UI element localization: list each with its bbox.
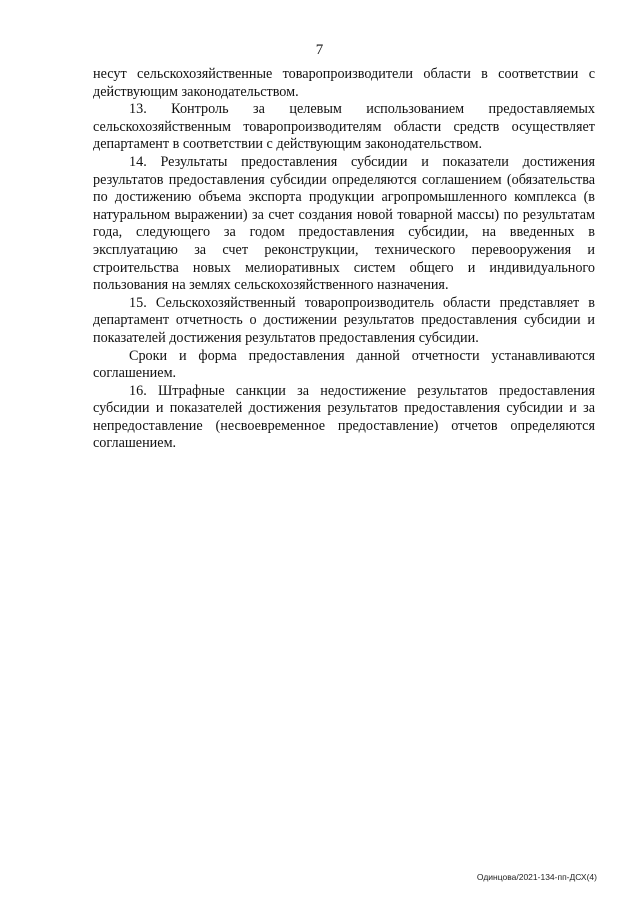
- document-body: [93, 66, 595, 453]
- paragraph-13: 13. Контроль за целевым использованием предоставляемых сельскохозяйственным товаропроизводителям области средств осуществляет департамент в соответствии с действующим законодательством.: [93, 101, 595, 153]
- paragraph-16: 16. Штрафные санкции за недостижение результатов предоставления субсидии и показателей достижения результатов предоставления субсидии и за непредоставление (несвоевременное предоставление) отчетов определяются соглашением.: [93, 382, 595, 452]
- paragraph-14: 14. Результаты предоставления субсидии и показатели достижения результатов предоставления субсидии определяются соглашением (обязательства по достижению объема экспорта продукции агропромышленного комплекса (в натуральном выражении) за счет создания новой товарной массы) по результатам года, следующего за годом предоставления субсидии, на введенных в эксплуатацию за счет реконструкции, технического перевооружения и строительства новых мелиоративных систем общего и индивидуального пользования на землях сельскохозяйственного назначения.: [93, 153, 595, 294]
- document-footer-id: Одинцова/2021-134-пп-ДСХ(4): [476, 872, 597, 882]
- paragraph-15: 15. Сельскохозяйственный товаропроизводитель области представляет в департамент отчетность о достижении результатов предоставления субсидии и показателей достижения результатов предоставления субсидии.: [93, 294, 595, 346]
- page-number: 7: [315, 42, 324, 58]
- paragraph-continuation: несут сельскохозяйственные товаропроизводители области в соответствии с действующим законодательством.: [93, 66, 595, 100]
- paragraph-15-terms: Сроки и форма предоставления данной отчетности устанавливаются соглашением.: [93, 347, 595, 382]
